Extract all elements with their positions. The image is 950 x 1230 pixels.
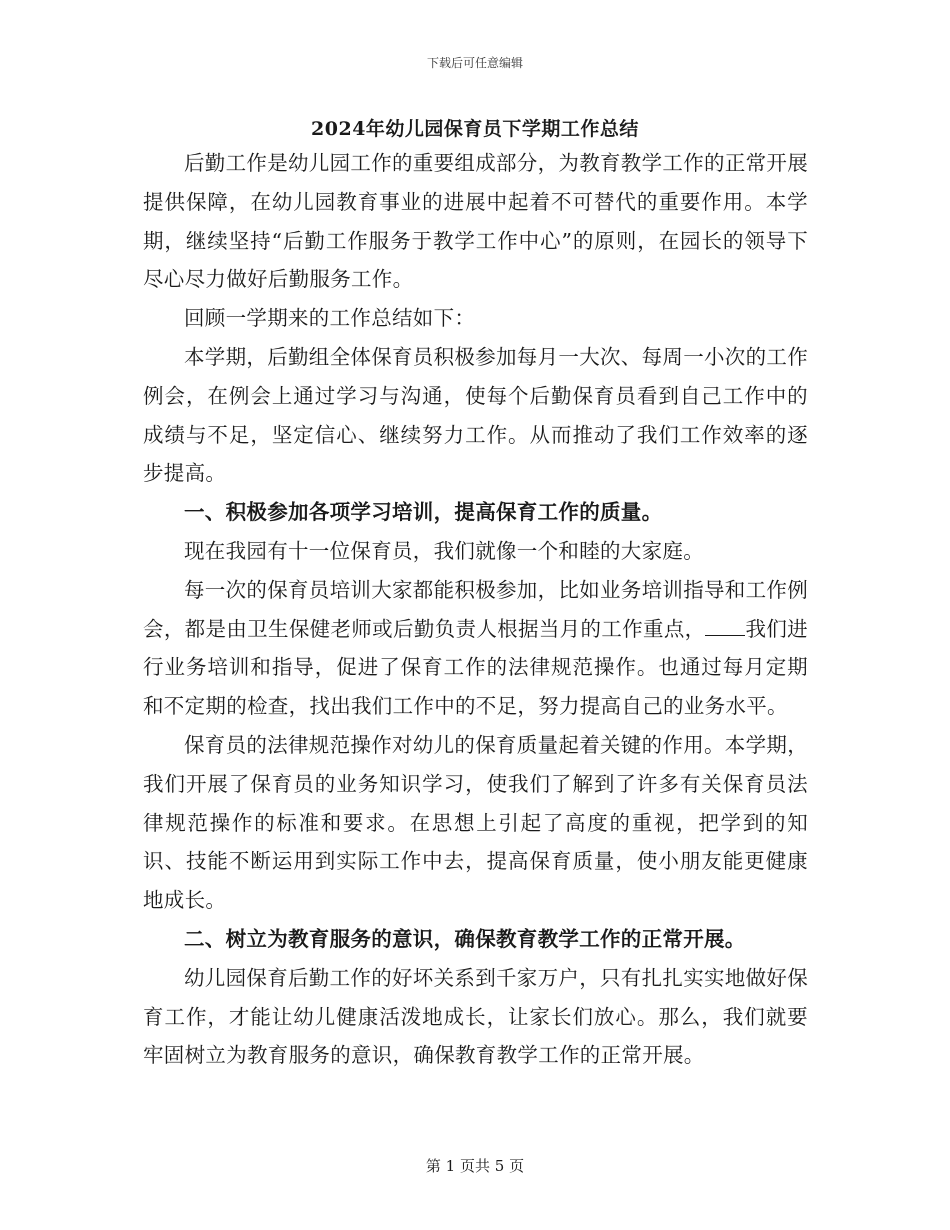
paragraph-training-part1: 每一次的保育员培训大家都能积极参加，比如业务培训指导和工作例会，都是由卫生保健老师或后勤负责人根据当月的工作重点， [143, 577, 808, 641]
page-number: 第 1 页共 5 页 [425, 1157, 525, 1175]
paragraph-intro: 后勤工作是幼儿园工作的重要组成部分，为教育教学工作的正常开展提供保障，在幼儿园教育事业的进展中起着不可替代的重要作用。本学期，继续坚持“后勤工作服务于教学工作中心”的原则，在园长的领导下尽心尽力做好后勤服务工作。 [143, 151, 808, 292]
document-title: 2024年幼儿园保育员下学期工作总结 [311, 118, 639, 140]
section-heading-2: 二、树立为教育服务的意识，确保教育教学工作的正常开展。 [184, 926, 746, 951]
section-heading-1: 一、积极参加各项学习培训，提高保育工作的质量。 [184, 500, 663, 525]
blank-line [705, 614, 745, 636]
paragraph-standards: 保育员的法律规范操作对幼儿的保育质量起着关键的作用。本学期，我们开展了保育员的业务知识学习，使我们了解到了许多有关保育员法律规范操作的标准和要求。在思想上引起了高度的重视，把学到的知识、技能不断运用到实际工作中去，提高保育质量，使小朋友能更健康地成长。 [143, 732, 808, 913]
paragraph-meetings: 本学期，后勤组全体保育员积极参加每月一大次、每周一小次的工作例会，在例会上通过学习与沟通，使每个后勤保育员看到自己工作中的成绩与不足，坚定信心、继续努力工作。从而推动了我们工作效率的逐步提高。 [143, 344, 808, 486]
paragraph-team: 现在我园有十一位保育员，我们就像一个和睦的大家庭。 [184, 538, 704, 563]
paragraph-training [143, 571, 808, 726]
paragraph-review: 回顾一学期来的工作总结如下： [184, 306, 476, 331]
paragraph-service: 幼儿园保育后勤工作的好坏关系到千家万户，只有扎扎实实地做好保育工作，才能让幼儿健康活泼地成长，让家长们放心。那么，我们就要牢固树立为教育服务的意识，确保教育教学工作的正常开展。 [143, 965, 808, 1068]
document-body [143, 144, 808, 1075]
page-header-note: 下载后可任意编辑 [426, 56, 523, 70]
paragraph-training-part2: 我们进行业务培训和指导，促进了保育工作的法律规范操作。也通过每月定期和不定期的检查，找出我们工作中的不足，努力提高自己的业务水平。 [143, 616, 808, 719]
